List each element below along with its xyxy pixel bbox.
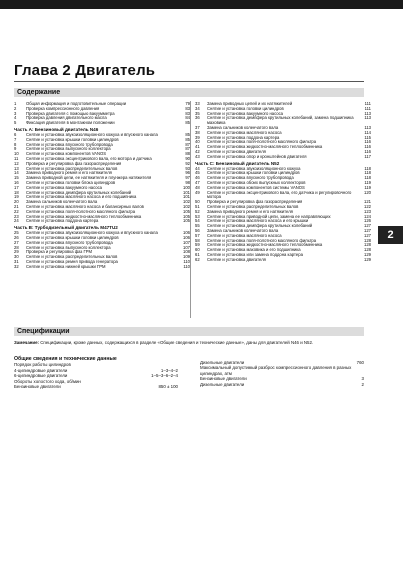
spec-label: Максимальный допустимый разброс компрессионного давления в разных цилиндрах, атм xyxy=(200,365,352,376)
toc-entry-page: 113 xyxy=(364,110,371,116)
spec-label: Дизельные двигатели xyxy=(200,381,245,387)
toc-entry-number: 28 xyxy=(14,244,19,250)
spec-row xyxy=(200,382,364,387)
toc-entry-title: Снятие и установка поддона картера xyxy=(26,218,99,224)
toc-entry-number: 37 xyxy=(195,124,200,130)
toc-entry-number: 9 xyxy=(14,146,17,152)
toc-entry-page: 113 xyxy=(364,124,371,130)
toc-entry-title: Снятие и установка жидкостно-масляного теплообменника xyxy=(207,242,323,248)
toc-entry-number: 22 xyxy=(14,208,19,214)
toc-entry-number: 30 xyxy=(14,254,19,260)
toc-entry-page: 129 xyxy=(364,251,371,257)
toc-entry-title: Снятие и установка эксцентрикового вала, его датчика и регулировочного мотора xyxy=(207,189,352,200)
toc-entry-number: 20 xyxy=(14,199,19,205)
contents-heading: Содержание xyxy=(17,89,61,96)
toc-entry-page: 118 xyxy=(364,175,371,181)
toc-entry-page: 83 xyxy=(185,105,190,111)
toc-entry-number: 25 xyxy=(14,230,19,236)
toc-part-heading: Часть A: Бензиновый двигатель N46 xyxy=(14,126,99,132)
toc-entry-number: 59 xyxy=(195,242,200,248)
toc-entry-number: 53 xyxy=(195,213,200,219)
toc-entry-number: 50 xyxy=(195,199,200,205)
toc-entry-page: 108 xyxy=(183,249,190,255)
toc-entry[interactable] xyxy=(195,258,371,263)
toc-entry-number: 18 xyxy=(14,189,19,195)
toc-entry-page: 126 xyxy=(364,218,371,224)
toc-entry-title: Снятие и установка двигателя xyxy=(207,256,266,262)
toc-entry-title: Снятие и установка опор и кронштейнов двигателя xyxy=(207,153,307,159)
toc-entry-page: 85 xyxy=(185,136,190,142)
toc-entry-page: 124 xyxy=(364,213,371,219)
title-rule xyxy=(14,81,364,82)
toc-entry-page: 118 xyxy=(364,165,371,171)
toc-entry-title: Снятие и установка двигателя xyxy=(207,148,266,154)
toc-entry-number: 8 xyxy=(14,141,17,147)
toc-entry-page: 107 xyxy=(183,239,190,245)
toc-entry-page: 79 xyxy=(185,101,190,106)
toc-entry-page: 90 xyxy=(185,155,190,161)
toc-entry-title: Снятие и установка масляного насоса xyxy=(207,232,282,238)
toc-entry-number: 31 xyxy=(14,258,19,264)
spec-row xyxy=(200,365,364,376)
toc-entry-number: 38 xyxy=(195,129,200,135)
spec-label: Бензиновые двигатели xyxy=(200,376,247,382)
toc-entry-number: 42 xyxy=(195,148,200,154)
toc-entry-number: 10 xyxy=(14,151,19,157)
toc-entry-page: 105 xyxy=(183,213,190,219)
toc-entry-number: 19 xyxy=(14,194,19,200)
toc-entry-number: 62 xyxy=(195,256,200,262)
toc-entry-page: 107 xyxy=(183,244,190,250)
toc-entry-title: Снятие и установка распределительных валов xyxy=(26,254,118,260)
toc-entry-page: 119 xyxy=(364,184,371,190)
toc-entry-page: 109 xyxy=(183,254,190,260)
chapter-title: Глава 2 Двигатель xyxy=(14,62,156,79)
toc-entry-title: Снятие и установка звукоизоляционного кожуха и впускного канала xyxy=(26,230,158,236)
toc-entry-title: Общая информация и подготовительные операции xyxy=(26,101,127,106)
toc-entry-page: 127 xyxy=(364,232,371,238)
column-divider xyxy=(190,101,191,318)
toc-entry-page: 84 xyxy=(185,115,190,121)
toc-entry-page: 93 xyxy=(185,165,190,171)
toc-entry-number: 32 xyxy=(14,263,19,269)
toc-entry-title: Проверка и регулировка фаз газораспределения xyxy=(207,199,303,205)
toc-entry-page: 110 xyxy=(183,258,190,264)
toc-entry-number: 54 xyxy=(195,218,200,224)
toc-entry-number: 58 xyxy=(195,237,200,243)
spec-value: 2 xyxy=(361,381,364,387)
toc-entry-title: Замена сальников коленчатого вала xyxy=(207,227,279,233)
toc-entry-number: 40 xyxy=(195,139,200,145)
toc-entry-title: Снятие и установка звукоизоляционного кожуха xyxy=(207,165,301,171)
toc-entry-page: 113 xyxy=(364,115,371,121)
toc-entry-number: 17 xyxy=(14,184,19,190)
toc-entry-page: 110 xyxy=(183,263,190,269)
toc-entry-title: Снятие и установка демпфера крутильных колебаний xyxy=(207,223,313,229)
toc-entry-title: Снятие и установка жидкостно-масляного теплообменника xyxy=(207,144,323,150)
toc-entry-title: Снятие и установка маховика и его подшипника xyxy=(207,247,301,253)
toc-entry-page: 114 xyxy=(364,129,371,135)
toc-entry-title: Снятие и установка ремня привода генератора xyxy=(26,258,118,264)
toc-entry-number: 52 xyxy=(195,208,200,214)
spec-label: Бензиновые двигатели xyxy=(14,384,61,390)
toc-entry-title: Снятие и установка распределительных валов xyxy=(207,203,299,209)
toc-entry-title: Снятие и установка головки блока цилиндров xyxy=(26,179,116,185)
toc-entry-title: Замена сальников коленчатого вала xyxy=(207,124,279,130)
toc-entry-page: 105 xyxy=(183,218,190,224)
spec-label: 6-цилиндровые двигатели xyxy=(14,373,68,379)
toc-entry-number: 24 xyxy=(14,218,19,224)
toc-entry-title: Снятие и установка поля-полотного масляного фильтра xyxy=(207,237,317,243)
toc-entry-number: 51 xyxy=(195,203,200,209)
toc-entry-title: Проверка и регулировка фаз газораспределения xyxy=(26,160,122,166)
toc-entry-title: Снятие и установка демпфера крутильных колебаний xyxy=(26,189,132,195)
toc-entry[interactable] xyxy=(14,219,190,224)
toc-entry-number: 12 xyxy=(14,160,19,166)
toc-entry-number: 41 xyxy=(195,144,200,150)
toc-entry-title: Снятие и установка демпфера крутильных колебаний, замена подшипника маховика xyxy=(207,115,354,126)
toc-entry-page: 87 xyxy=(185,146,190,152)
top-bar xyxy=(0,0,403,9)
toc-entry-number: 36 xyxy=(195,115,200,121)
remark xyxy=(14,340,364,345)
toc-entry-number: 44 xyxy=(195,165,200,171)
toc-entry-number: 14 xyxy=(14,170,19,176)
toc-entry-number: 46 xyxy=(195,175,200,181)
spec-value: 3 xyxy=(361,376,364,382)
toc-entry-page: 98 xyxy=(185,179,190,185)
toc-entry-title: Снятие и установка эксцентрикового вала, его мотора и датчика xyxy=(26,155,152,161)
spec-value: 760 xyxy=(356,360,364,365)
toc-entry-number: 6 xyxy=(14,131,17,137)
toc-entry-title: Снятие и установка крышки головки цилиндров xyxy=(207,170,300,176)
toc-entry-title: Замена приводных цепей и их натяжителей xyxy=(207,101,293,106)
toc-entry-number: 45 xyxy=(195,170,200,176)
spec-label: Порядок работы цилиндров xyxy=(14,362,71,368)
toc-entry-number: 39 xyxy=(195,134,200,140)
toc-entry-page: 111 xyxy=(364,105,371,111)
toc-entry-page: 102 xyxy=(183,203,190,209)
spec-value: 1–3–4–2 xyxy=(160,367,178,373)
toc-entry-page: 116 xyxy=(364,148,371,154)
toc-entry-page: 105 xyxy=(183,208,190,214)
toc-entry-title: Снятие и установка масляного насоса и его крышки xyxy=(207,218,309,224)
toc-entry-title: Снятие и установка обоих выпускных коллекторов xyxy=(207,179,306,185)
toc-entry-page: 128 xyxy=(364,242,371,248)
toc-entry-page: 102 xyxy=(183,199,190,205)
toc-entry-page: 127 xyxy=(364,223,371,229)
toc-entry-title: Снятие и установка поддона картера xyxy=(207,134,280,140)
toc-entry-number: 47 xyxy=(195,179,200,185)
toc-entry-page: 100 xyxy=(183,184,190,190)
toc-entry-page: 122 xyxy=(364,203,371,209)
toc-entry-title: Снятие и установка выпускного коллектора xyxy=(26,146,111,152)
toc-entry-number: 56 xyxy=(195,227,200,233)
toc-entry-number: 2 xyxy=(14,105,17,111)
toc-entry-page: 106 xyxy=(183,234,190,240)
spec-value: 850 ± 100 xyxy=(158,384,178,390)
toc-entry[interactable] xyxy=(14,265,190,270)
toc-entry-title: Проверка давления двигательного масла xyxy=(26,115,107,121)
toc-entry-title: Фиксация двигателя в монтажном положении xyxy=(26,120,115,126)
toc-entry-page: 83 xyxy=(185,110,190,116)
toc-entry-page: 101 xyxy=(183,194,190,200)
toc-part-heading: Часть B: Турбодизельный двигатель M47TU2 xyxy=(14,225,118,231)
toc-entry-number: 7 xyxy=(14,136,17,142)
toc-entry-page: 85 xyxy=(185,131,190,137)
toc-entry-title: Снятие и установка вакуумного насоса xyxy=(26,184,102,190)
toc-entry-page: 129 xyxy=(364,256,371,262)
toc-entry-page: 123 xyxy=(364,208,371,214)
toc-entry-title: Снятие и установка жидкостно-масляного теплообменника xyxy=(26,213,142,219)
toc-entry-title: Снятие и установка впускного трубопровода xyxy=(207,175,294,181)
toc-entry-title: Снятие и установка крышки головки цилиндров xyxy=(26,234,119,240)
toc-entry-title: Снятие и установка масляного насоса xyxy=(207,129,282,135)
toc-entry-title: Проверка двигателя с помощью вакуумметра xyxy=(26,110,115,116)
toc-entry-title: Проверка компрессионного давления xyxy=(26,105,100,111)
toc-entry-title: Снятие и установка или замена поддона картера xyxy=(207,251,303,257)
contents-band xyxy=(14,88,364,97)
toc-entry-title: Снятие и установка впускного трубопровода xyxy=(26,141,113,147)
toc-left-column xyxy=(14,102,190,270)
toc-entry[interactable] xyxy=(195,155,371,160)
toc-entry-title: Снятие и установка масляного насоса и его подшипника xyxy=(26,194,137,200)
toc-entry-title: Снятие и установка поля-полотного масляного фильтра xyxy=(26,208,136,214)
toc-entry-number: 26 xyxy=(14,234,19,240)
toc-entry-page: 88 xyxy=(185,151,190,157)
toc-entry-number: 34 xyxy=(195,105,200,111)
toc-entry-page: 85 xyxy=(185,120,190,126)
spec-value: 1–5–3–6–2–4 xyxy=(151,373,178,379)
spec-left-heading: Общие сведения и технические данные xyxy=(14,356,117,362)
toc-entry-page: 97 xyxy=(185,175,190,181)
toc-right-column xyxy=(195,102,371,263)
toc-entry-page: 111 xyxy=(364,101,371,106)
toc-entry-number: 13 xyxy=(14,165,19,171)
toc-entry-title: Снятие и установка компонентов системы VANOS xyxy=(207,184,305,190)
toc-entry-title: Снятие и установка впускного трубопровода xyxy=(26,239,113,245)
toc-entry-page: 128 xyxy=(364,237,371,243)
toc-entry-title: Снятие и установка звукоизоляционного кожуха и впускного канала xyxy=(26,131,158,137)
toc-entry-number: 55 xyxy=(195,223,200,229)
toc-entry-title: Снятие и установка поля-полотного масляного фильтра xyxy=(207,139,317,145)
remark-label: Замечание: xyxy=(14,340,40,345)
toc-entry-page: 128 xyxy=(364,247,371,253)
toc-entry-number: 11 xyxy=(14,155,19,161)
toc-entry-page: 92 xyxy=(185,160,190,166)
toc-entry-title: Проверка и регулировка фаз ГРМ xyxy=(26,249,93,255)
toc-entry-title: Снятие и установка выпускного коллектора xyxy=(26,244,111,250)
toc-entry-page: 101 xyxy=(183,189,190,195)
toc-entry-number: 29 xyxy=(14,249,19,255)
toc-entry-number: 16 xyxy=(14,179,19,185)
toc-entry-page: 118 xyxy=(364,170,371,176)
toc-entry-page: 115 xyxy=(364,134,371,140)
toc-entry-page: 116 xyxy=(364,139,371,145)
chapter-tab: 2 xyxy=(378,226,403,244)
toc-entry-number: 57 xyxy=(195,232,200,238)
remark-text: Спецификации, кроме данных, содержащихся в разделе «Общие сведения и технические данные», даны для двигателей N46 и N52. xyxy=(40,340,314,345)
toc-entry-title: Снятие и установка вакуумного насоса xyxy=(207,110,283,116)
toc-entry-number: 48 xyxy=(195,184,200,190)
toc-entry-title: Снятие и установка приводной цепи, замена ее направляющих xyxy=(207,213,331,219)
toc-entry-title: Снятие и установка головки цилиндров xyxy=(207,105,284,111)
toc-entry-number: 15 xyxy=(14,175,19,181)
toc-entry-page: 106 xyxy=(183,230,190,236)
spec-row xyxy=(14,384,178,389)
toc-entry-title: Замена приводного ремня и его натяжителя xyxy=(207,208,293,214)
toc-entry-title: Снятие и установка распределительных валов xyxy=(26,165,118,171)
toc-entry[interactable] xyxy=(14,121,190,126)
spec-right-block xyxy=(200,360,364,387)
toc-entry-number: 33 xyxy=(195,101,200,106)
toc-entry-number: 1 xyxy=(14,101,17,106)
toc-entry-page: 127 xyxy=(364,227,371,233)
spec-label: Обороты холостого хода, об/мин xyxy=(14,378,81,384)
toc-entry-page: 116 xyxy=(364,144,371,150)
toc-entry-number: 49 xyxy=(195,189,200,195)
toc-entry-page: 120 xyxy=(364,189,371,195)
toc-part-heading: Часть C: Бензиновый двигатель N52 xyxy=(195,160,280,166)
toc-entry-title: Снятие и установка масляного насоса и балансирных валов xyxy=(26,203,144,209)
toc-entry-page: 117 xyxy=(364,153,371,159)
toc-entry-page: 96 xyxy=(185,170,190,176)
toc-entry-number: 60 xyxy=(195,247,200,253)
toc-entry-number: 43 xyxy=(195,153,200,159)
toc-entry-number: 35 xyxy=(195,110,200,116)
toc-entry-title: Снятие и установка крышки головки цилиндров xyxy=(26,136,119,142)
toc-entry-number: 23 xyxy=(14,213,19,219)
toc-entry-number: 61 xyxy=(195,251,200,257)
toc-entry-number: 27 xyxy=(14,239,19,245)
toc-entry-number: 21 xyxy=(14,203,19,209)
spec-left-block xyxy=(14,356,178,389)
toc-entry-number: 4 xyxy=(14,115,17,121)
toc-entry-title: Снятие и установка компонентов VANOS xyxy=(26,151,107,157)
spec-label: 4-цилиндровые двигатели xyxy=(14,367,68,373)
toc-entry-title: Замена сальников коленчатого вала xyxy=(26,199,98,205)
toc-entry-page: 119 xyxy=(364,179,371,185)
toc-entry-page: 87 xyxy=(185,141,190,147)
toc-entry-page: 121 xyxy=(364,199,371,205)
toc-entry-number: 5 xyxy=(14,120,17,126)
toc-entry-title: Снятие и установка нижней крышки ГРМ xyxy=(26,263,106,269)
spec-label: Дизельные двигатели xyxy=(200,360,245,365)
toc-entry-number: 3 xyxy=(14,110,17,116)
specs-heading: Спецификации xyxy=(17,328,70,335)
toc-entry-title: Замена приводной цепи, ее натяжителя и плунжера натяжителя xyxy=(26,175,152,181)
toc-entry-title: Замена приводного ремня и его натяжителя xyxy=(26,170,112,176)
